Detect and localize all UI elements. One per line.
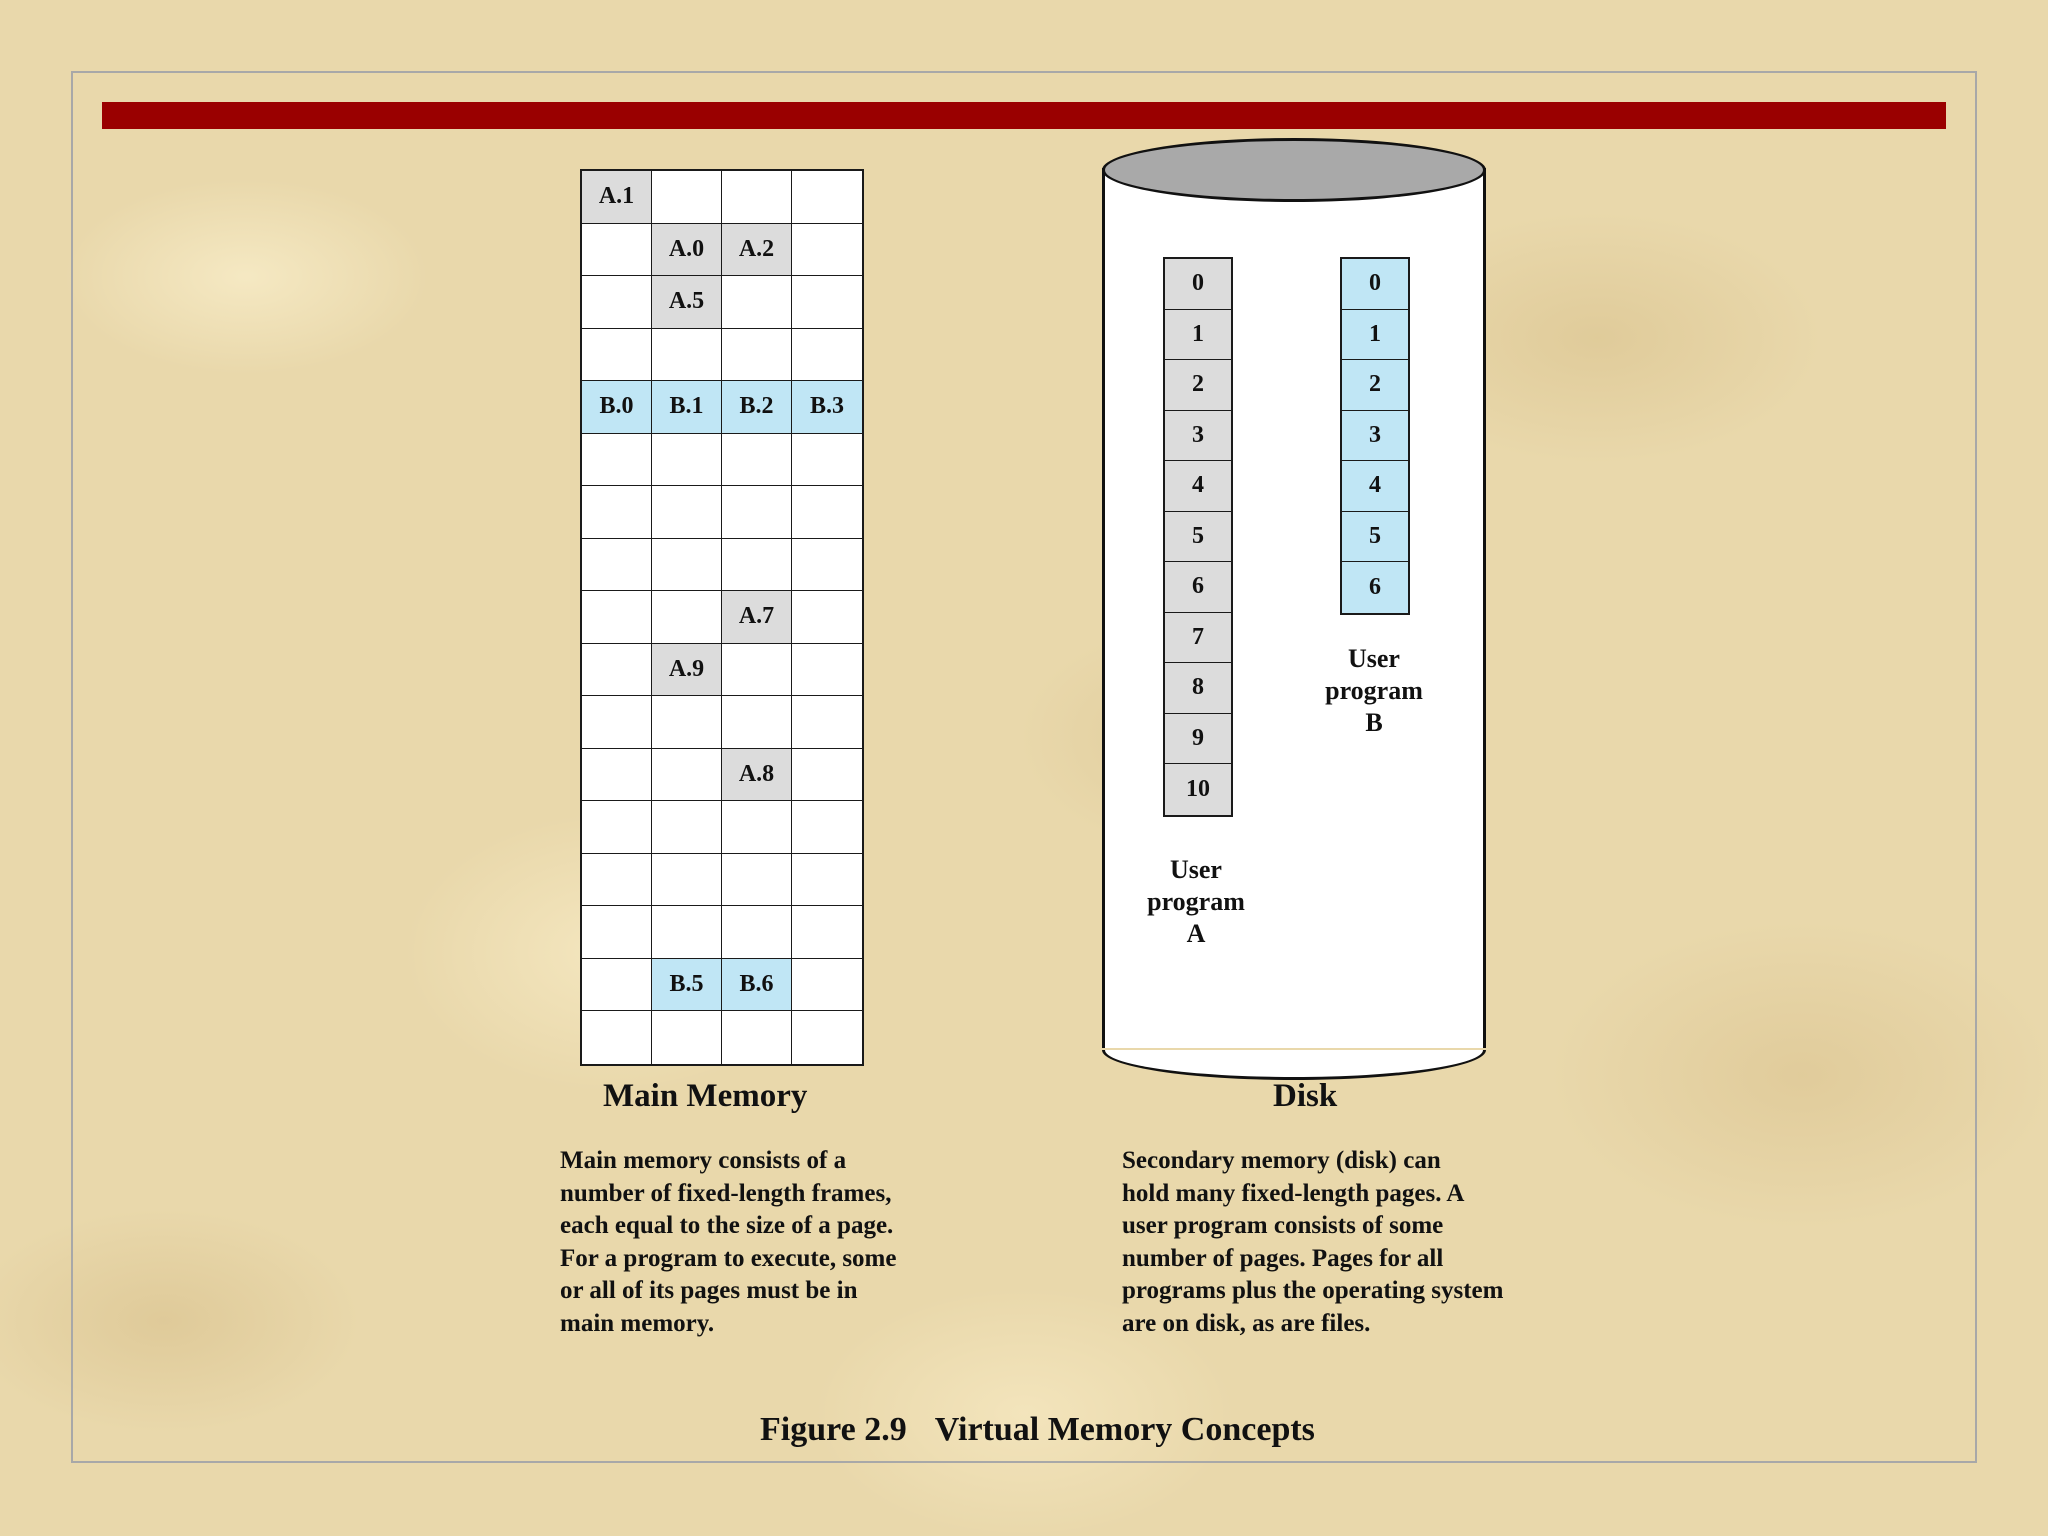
memory-frame-empty [792,1011,862,1064]
program-b-page-1: 1 [1342,310,1408,361]
program-b-page-6: 6 [1342,562,1408,613]
disk-description-line: Secondary memory (disk) can [1122,1147,1441,1174]
program-b-page-stack [1340,257,1410,615]
memory-frame-empty [792,171,862,224]
memory-frame-empty [652,591,722,644]
memory-frame-empty [582,539,652,592]
memory-frame-empty [582,906,652,959]
disk-description-line: programs plus the operating system [1122,1277,1504,1305]
memory-frame-a-2: A.2 [722,224,792,277]
memory-frame-empty [792,224,862,277]
memory-frame-empty [582,224,652,277]
figure-number: Figure 2.9 [760,1411,907,1448]
main-memory-description-line: number of fixed-length frames, [560,1179,892,1207]
memory-frame-empty [792,591,862,644]
program-a-page-3: 3 [1165,411,1231,462]
memory-frame-empty [722,276,792,329]
memory-frame-empty [722,1011,792,1064]
program-b-label [1294,643,1454,739]
memory-frame-empty [582,644,652,697]
program-b-page-5: 5 [1342,512,1408,563]
figure-title: Virtual Memory Concepts [934,1411,1315,1448]
memory-frame-a-1: A.1 [582,171,652,224]
program-b-page-2: 2 [1342,360,1408,411]
memory-frame-empty [582,434,652,487]
memory-frame-b-1: B.1 [652,381,722,434]
figure-caption [760,1411,1315,1449]
memory-frame-empty [792,276,862,329]
main-memory-description-line: For a program to execute, some [560,1244,897,1272]
main-memory-grid [580,169,864,1066]
memory-frame-empty [582,696,652,749]
program-b-label-line: program [1325,676,1423,705]
disk-title: Disk [1273,1078,1338,1114]
program-a-page-10: 10 [1165,764,1231,815]
memory-frame-empty [792,854,862,907]
program-a-label-line: A [1186,919,1206,948]
program-b-label-line: B [1365,708,1383,737]
memory-frame-empty [582,749,652,802]
memory-frame-empty [722,696,792,749]
memory-frame-empty [722,539,792,592]
memory-frame-b-0: B.0 [582,381,652,434]
memory-frame-a-9: A.9 [652,644,722,697]
memory-frame-b-6: B.6 [722,959,792,1012]
main-memory-description-line: Main memory consists of a [560,1147,847,1174]
memory-frame-empty [792,906,862,959]
memory-frame-empty [722,801,792,854]
memory-frame-empty [652,854,722,907]
program-a-page-1: 1 [1165,310,1231,361]
program-a-label-line: User [1170,855,1222,884]
memory-frame-empty [582,329,652,382]
program-a-page-stack [1163,257,1233,817]
disk-description-line: hold many fixed-length pages. A [1122,1179,1465,1207]
main-memory-description-line: each equal to the size of a page. [560,1212,894,1240]
program-a-page-8: 8 [1165,663,1231,714]
program-a-page-5: 5 [1165,512,1231,563]
memory-frame-empty [792,696,862,749]
memory-frame-empty [652,696,722,749]
memory-frame-empty [652,1011,722,1064]
memory-frame-empty [652,906,722,959]
slide-frame [71,71,1977,1463]
memory-frame-empty [582,854,652,907]
memory-frame-empty [792,486,862,539]
main-memory-description-line: or all of its pages must be in [560,1277,858,1305]
disk-description-line: are on disk, as are files. [1122,1309,1371,1337]
memory-frame-empty [792,749,862,802]
memory-frame-empty [722,854,792,907]
disk-description [1122,1145,1503,1341]
program-b-page-3: 3 [1342,411,1408,462]
disk-cylinder-top [1102,138,1486,202]
memory-frame-empty [792,644,862,697]
memory-frame-empty [652,171,722,224]
memory-frame-empty [582,801,652,854]
program-a-page-2: 2 [1165,360,1231,411]
memory-frame-empty [722,906,792,959]
program-a-page-7: 7 [1165,613,1231,664]
program-b-label-line: User [1348,644,1400,673]
program-b-page-0: 0 [1342,259,1408,310]
memory-frame-a-8: A.8 [722,749,792,802]
program-a-page-6: 6 [1165,562,1231,613]
title-bar [102,102,1946,129]
memory-frame-empty [582,591,652,644]
memory-frame-empty [722,329,792,382]
program-b-page-4: 4 [1342,461,1408,512]
program-a-label [1116,854,1276,950]
memory-frame-empty [652,486,722,539]
memory-frame-empty [792,539,862,592]
program-a-label-line: program [1147,887,1245,916]
memory-frame-a-5: A.5 [652,276,722,329]
disk-description-line: number of pages. Pages for all [1122,1244,1444,1272]
main-memory-title: Main Memory [603,1078,808,1114]
memory-frame-empty [652,749,722,802]
main-memory-description-line: main memory. [560,1309,715,1337]
memory-frame-empty [722,434,792,487]
main-memory-description [560,1145,896,1341]
memory-frame-b-2: B.2 [722,381,792,434]
memory-frame-a-7: A.7 [722,591,792,644]
memory-frame-empty [792,329,862,382]
memory-frame-empty [582,276,652,329]
memory-frame-empty [722,486,792,539]
memory-frame-b-5: B.5 [652,959,722,1012]
memory-frame-b-3: B.3 [792,381,862,434]
program-a-page-0: 0 [1165,259,1231,310]
memory-frame-empty [792,801,862,854]
memory-frame-empty [652,329,722,382]
memory-frame-empty [652,801,722,854]
memory-frame-a-0: A.0 [652,224,722,277]
memory-frame-empty [792,959,862,1012]
memory-frame-empty [792,434,862,487]
memory-frame-empty [582,959,652,1012]
memory-frame-empty [722,171,792,224]
memory-frame-empty [722,644,792,697]
memory-frame-empty [582,486,652,539]
program-a-page-9: 9 [1165,714,1231,765]
memory-frame-empty [652,539,722,592]
memory-frame-empty [652,434,722,487]
disk-description-line: user program consists of some [1122,1212,1444,1240]
program-a-page-4: 4 [1165,461,1231,512]
memory-frame-empty [582,1011,652,1064]
